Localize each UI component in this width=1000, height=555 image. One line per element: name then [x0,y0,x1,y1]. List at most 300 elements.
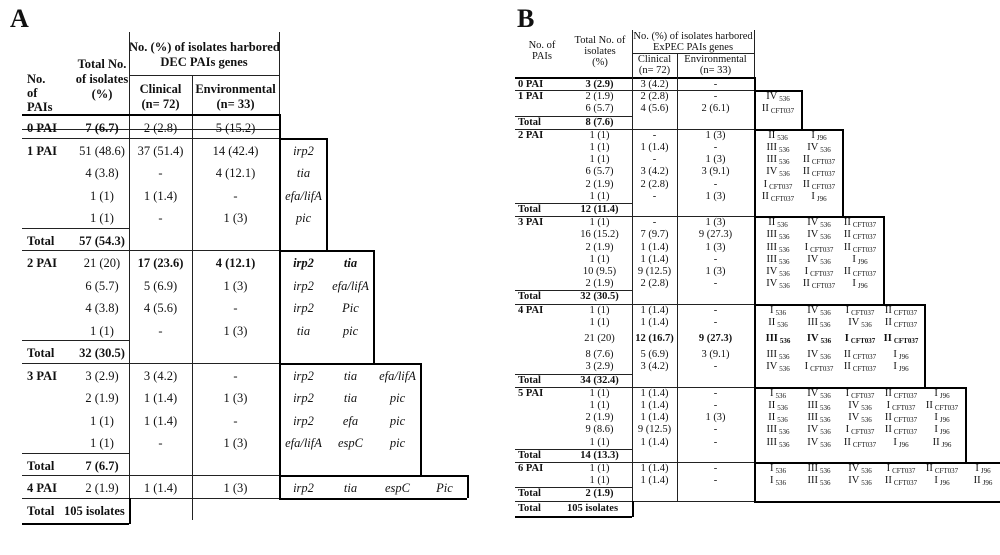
pai-label [840,317,880,329]
pai-label [799,412,839,424]
pai-strain: CFT037 [852,365,877,374]
pai-strain: CFT037 [852,245,877,254]
row-environmental: 14 (42.4) [212,143,259,158]
row-environmental: 4 (12.1) [215,256,256,270]
row-total-label: Total [27,458,55,473]
row-total: 21 (20) [584,333,615,344]
pai-strain: 536 [779,353,790,362]
row-clinical: 1 (1.4) [640,304,669,316]
row-clinical: 3 (4.2) [143,368,178,383]
pai-label [799,349,839,361]
row-total: 2 (1.9) [85,481,119,495]
grand-total-value: 105 isolates [64,503,125,518]
pai-number: III [766,424,777,436]
pai-number: II [768,400,776,411]
pai-label [840,333,880,345]
row-group-total: 7 (6.7) [85,458,119,473]
gene-name: pic [389,391,406,405]
pai-strain: 536 [820,221,831,230]
pai-number: IV [807,304,819,316]
row-clinical: - [652,129,657,141]
pai-strain: 536 [777,133,788,142]
row-clinical: 1 (1.4) [640,142,669,153]
header-no-pais: No. [27,72,46,86]
pai-strain: 536 [777,416,788,425]
header-group: No. (%) of isolates harbored [129,40,280,54]
pai-label [881,305,921,317]
row-environmental: - [233,368,238,383]
row-group-label: 0 PAI [27,121,57,135]
pai-strain: 536 [820,479,831,488]
row-group-label: 5 PAI [518,387,544,399]
pai-number: IV [848,400,860,411]
pai-label [799,317,839,329]
pai-label [799,266,839,278]
row-total: 3 (2.9) [585,361,614,373]
table-rule [883,216,885,303]
header-total: Total No. [77,57,127,71]
row-group-label: 4 PAI [27,481,57,495]
row-environmental: 2 (6.1) [701,103,730,115]
row-environmental: 1 (3) [223,391,248,405]
pai-strain: CFT037 [810,245,834,254]
pai-label [799,278,839,290]
pai-strain: J96 [898,440,909,449]
pai-label [758,217,798,229]
pai-strain: 536 [779,170,790,179]
pai-strain: 536 [820,146,831,154]
row-total: 7 (6.7) [85,121,119,135]
pai-number: II [884,316,892,328]
row-group-label: 0 PAI [518,79,544,90]
pai-number: IV [806,333,819,344]
row-total: 8 (7.6) [585,349,614,361]
table-rule [22,475,279,476]
pai-strain: J96 [898,365,909,374]
table-rule [326,138,328,251]
pai-label [758,305,798,317]
pai-label [758,424,798,436]
pai-number: I [804,361,809,373]
row-clinical: 1 (1.4) [143,481,178,495]
pai-label [799,400,839,412]
row-total: 1 (1) [589,217,610,229]
pai-strain: J96 [816,194,827,203]
row-group-label: 3 PAI [27,368,57,383]
pai-strain: 536 [779,233,790,242]
row-group-total: 57 (54.3) [79,233,125,248]
row-clinical: 5 (6.9) [640,349,669,361]
pai-strain: 536 [820,337,832,345]
pai-label [758,278,798,290]
row-environmental: 1 (3) [223,323,248,338]
pai-label [922,388,962,400]
pai-strain: CFT037 [852,270,877,278]
row-total: 6 (5.7) [585,103,614,115]
row-group-label: 1 PAI [27,143,57,158]
table-rule [965,387,967,462]
pai-label [758,266,798,278]
pai-number: III [766,349,777,361]
pai-number: IV [807,424,819,436]
header-group: No. (%) of isolates harbored [633,31,753,42]
pai-strain: CFT037 [893,337,919,345]
pai-strain: 536 [820,391,831,400]
pai-label [758,475,798,487]
row-clinical: 12 (16.7) [635,333,674,344]
grand-total-value: 105 isolates [567,502,619,514]
pai-number: III [766,142,777,153]
pai-strain: 536 [779,245,790,254]
pai-number: I [934,424,938,436]
table-rule [467,475,469,498]
table-rule [279,250,373,252]
table-rule [279,363,420,365]
pai-strain: 536 [777,404,788,412]
pai-strain: 536 [820,257,831,266]
pai-label [840,278,880,290]
gene-name: efa/lifA [379,368,416,383]
pai-label [758,166,798,178]
panel-b-label: B [517,4,535,33]
table-rule [279,498,467,500]
pai-number: II [843,436,851,448]
pai-strain: 536 [775,467,786,475]
gene-name: irp2 [293,278,314,293]
gene-name: Pic [436,481,453,495]
pai-number: I [770,387,774,399]
row-clinical: 1 (1.4) [640,253,669,265]
gene-name: efa/lifA [332,278,369,293]
pai-strain: J96 [982,479,993,488]
pai-number: II [802,178,810,190]
row-clinical: - [158,323,163,338]
row-total: 1 (1) [90,436,114,450]
row-total: 1 (1) [589,304,610,316]
pai-number: I [934,475,938,487]
pai-label [758,437,798,449]
pai-number: III [766,253,777,265]
row-total: 1 (1) [90,413,114,428]
pai-strain: 536 [820,467,831,475]
row-total: 4 (3.8) [85,166,119,180]
pai-strain: 536 [779,365,790,374]
header-no-pais: No. of [528,40,556,51]
pai-strain: 536 [820,233,831,242]
row-total-label: Total [518,449,541,461]
table-rule [632,501,634,517]
row-total-label: Total [518,204,541,215]
header-clinical: (n= 72) [638,65,671,76]
table-rule [22,498,279,499]
pai-label [758,317,798,329]
pai-number: I [844,333,849,344]
pai-label [799,217,839,229]
pai-strain: 536 [779,146,790,154]
pai-strain: J96 [939,479,950,488]
row-clinical: 4 (5.6) [143,301,178,315]
pai-strain: 536 [779,282,790,291]
pai-label [881,475,921,487]
row-environmental: - [713,387,718,399]
row-clinical: 1 (1.4) [640,316,669,328]
row-clinical: - [158,166,163,180]
row-total: 16 (15.2) [580,229,619,241]
row-total: 9 (8.6) [585,424,614,436]
gene-name: tia [343,368,358,383]
row-clinical: 1 (1.4) [143,188,178,203]
pai-label [840,463,880,475]
gene-name: Pic [342,301,359,315]
pai-strain: CFT037 [850,337,876,345]
gene-name: irp2 [293,301,314,315]
pai-strain: 536 [820,308,831,317]
pai-label [758,229,798,241]
table-rule [279,475,467,477]
pai-number: I [845,424,850,436]
pai-strain: 536 [775,391,786,400]
pai-number: II [768,412,776,424]
row-environmental: - [713,316,718,328]
pai-number: III [766,154,777,166]
pai-label [881,424,921,436]
pai-number: III [807,412,818,424]
pai-label [799,463,839,475]
pai-label [881,463,921,475]
row-clinical: - [652,190,657,202]
row-total: 2 (1.9) [585,412,614,424]
pai-number: III [807,316,818,328]
pai-label [881,333,921,345]
row-total: 6 (5.7) [85,278,119,293]
pai-number: III [807,400,818,411]
table-rule [754,90,801,92]
row-environmental: - [713,178,718,190]
pai-strain: 536 [779,95,790,104]
pai-number: II [768,316,776,328]
pai-strain: CFT037 [892,404,916,412]
pai-label [922,475,962,487]
pai-number: II [843,241,851,253]
pai-strain: 536 [777,320,788,329]
table-rule [754,387,965,389]
pai-number: IV [807,436,819,448]
row-environmental: 4 (12.1) [215,166,256,180]
pai-label [840,266,880,278]
table-rule [22,523,129,525]
row-clinical: 1 (1.4) [143,413,178,428]
pai-number: II [973,475,981,487]
gene-name: efa/lifA [285,188,322,203]
row-clinical: 1 (1.4) [640,475,669,487]
row-total: 21 (20) [83,256,121,270]
pai-label [799,254,839,266]
row-environmental: - [713,91,718,103]
pai-strain: CFT037 [810,270,834,278]
pai-strain: 536 [775,308,786,317]
pai-strain: J96 [857,257,868,266]
pai-number: IV [848,475,860,487]
gene-name: pic [389,436,406,450]
pai-number: II [884,304,892,316]
header-no-pais: PAIs [27,100,53,114]
row-environmental: 5 (15.2) [215,121,256,135]
pai-strain: CFT037 [893,416,918,425]
pai-label [840,254,880,266]
pai-number: I [975,463,979,474]
header-total: Total No. of [574,35,626,46]
row-group-label: 6 PAI [518,463,544,474]
pai-label [840,400,880,412]
header-environmental: Environmental [195,82,276,96]
pai-label [799,424,839,436]
pai-number: I [893,349,897,361]
row-group-label: 3 PAI [518,217,544,229]
table-rule [754,462,1000,464]
gene-name: tia [343,481,358,495]
pai-strain: 536 [779,257,790,266]
pai-label [963,463,1000,475]
pai-label [840,229,880,241]
row-environmental: 1 (3) [705,217,726,229]
row-total: 1 (1) [589,475,610,487]
row-environmental: 1 (3) [223,481,248,495]
header-no-pais: of [27,86,38,100]
table-rule [515,501,754,502]
header-environmental: Environmental [684,54,747,65]
pai-number: II [768,129,776,141]
pai-label [799,361,839,373]
row-total: 51 (48.6) [79,143,125,158]
table-rule [632,53,754,54]
pai-strain: 536 [779,158,790,167]
row-clinical: 2 (2.8) [640,178,669,190]
pai-number: II [925,400,933,411]
pai-number: IV [766,166,778,178]
row-environmental: 1 (3) [705,241,726,253]
pai-number: IV [848,463,860,474]
row-environmental: - [713,142,718,153]
row-clinical: - [158,211,163,225]
pai-label [799,437,839,449]
pai-number: IV [807,349,819,361]
table-rule [754,216,883,218]
pai-label [799,154,839,166]
gene-name: tia [296,166,311,180]
pai-number: I [852,278,856,290]
header-clinical: (n= 72) [141,97,180,111]
row-environmental: 1 (3) [223,436,248,450]
pai-label [881,349,921,361]
table-rule [754,129,842,131]
table-rule [420,363,422,476]
pai-label [758,191,798,203]
pai-number: I [770,475,774,487]
gene-name: irp2 [293,481,314,495]
row-environmental: 9 (27.3) [698,333,733,344]
row-environmental: 3 (9.1) [701,166,730,178]
table-rule [22,453,129,454]
table-rule [279,114,281,498]
pai-strain: J96 [939,428,950,437]
pai-number: II [883,333,892,344]
pai-number: II [843,361,851,373]
pai-number: II [843,217,851,229]
row-clinical: 3 (4.2) [640,361,669,373]
pai-label [758,349,798,361]
pai-number: II [802,154,810,166]
row-clinical: 3 (4.2) [640,166,669,178]
pai-strain: 536 [820,320,831,329]
header-total: isolates [584,46,616,57]
grand-total-label: Total [518,502,541,514]
pai-label [758,463,798,475]
row-group-total: 34 (32.4) [580,374,619,386]
row-total: 2 (1.9) [585,278,614,290]
pai-strain: J96 [816,133,827,142]
table-rule [754,304,924,306]
pai-number: IV [807,229,819,241]
table-rule [801,90,803,129]
pai-label [840,437,880,449]
pai-strain: CFT037 [770,194,795,203]
row-environmental: - [713,424,718,436]
row-total: 1 (1) [589,129,610,141]
pai-number: IV [766,266,778,277]
row-environmental: - [713,79,718,90]
pai-label [758,103,798,115]
table-rule [129,75,279,76]
table-rule [22,228,129,229]
pai-number: II [843,266,851,277]
pai-strain: 536 [779,428,790,437]
header-group: ExPEC PAIs genes [652,42,734,53]
pai-strain: CFT037 [892,467,916,475]
row-clinical: 4 (5.6) [640,103,669,115]
pai-number: III [766,241,777,253]
row-total: 1 (1) [589,436,610,448]
pai-label [799,305,839,317]
pai-number: I [886,463,891,474]
row-total: 2 (1.9) [585,241,614,253]
row-group-total: 32 (30.5) [580,291,619,303]
pai-label [840,349,880,361]
panel-a-label: A [10,4,29,33]
pai-label [799,388,839,400]
row-total-label: Total [518,116,541,128]
pai-label [840,361,880,373]
pai-number: II [925,463,933,474]
pai-label [758,154,798,166]
row-clinical: 1 (1.4) [640,387,669,399]
row-total: 1 (1) [90,323,114,338]
pai-strain: CFT037 [852,233,877,242]
row-total: 4 (3.8) [85,301,119,315]
pai-label [799,229,839,241]
pai-number: IV [848,316,860,328]
row-clinical: 1 (1.4) [640,436,669,448]
pai-label [922,400,962,412]
table-rule [754,77,756,501]
pai-label [799,475,839,487]
row-environmental: - [713,253,718,265]
row-group-label: 1 PAI [518,91,544,103]
pai-number: I [804,241,809,253]
row-clinical: 9 (12.5) [637,424,672,436]
pai-label [922,412,962,424]
row-environmental: 1 (3) [705,190,726,202]
row-total-label: Total [518,374,541,386]
